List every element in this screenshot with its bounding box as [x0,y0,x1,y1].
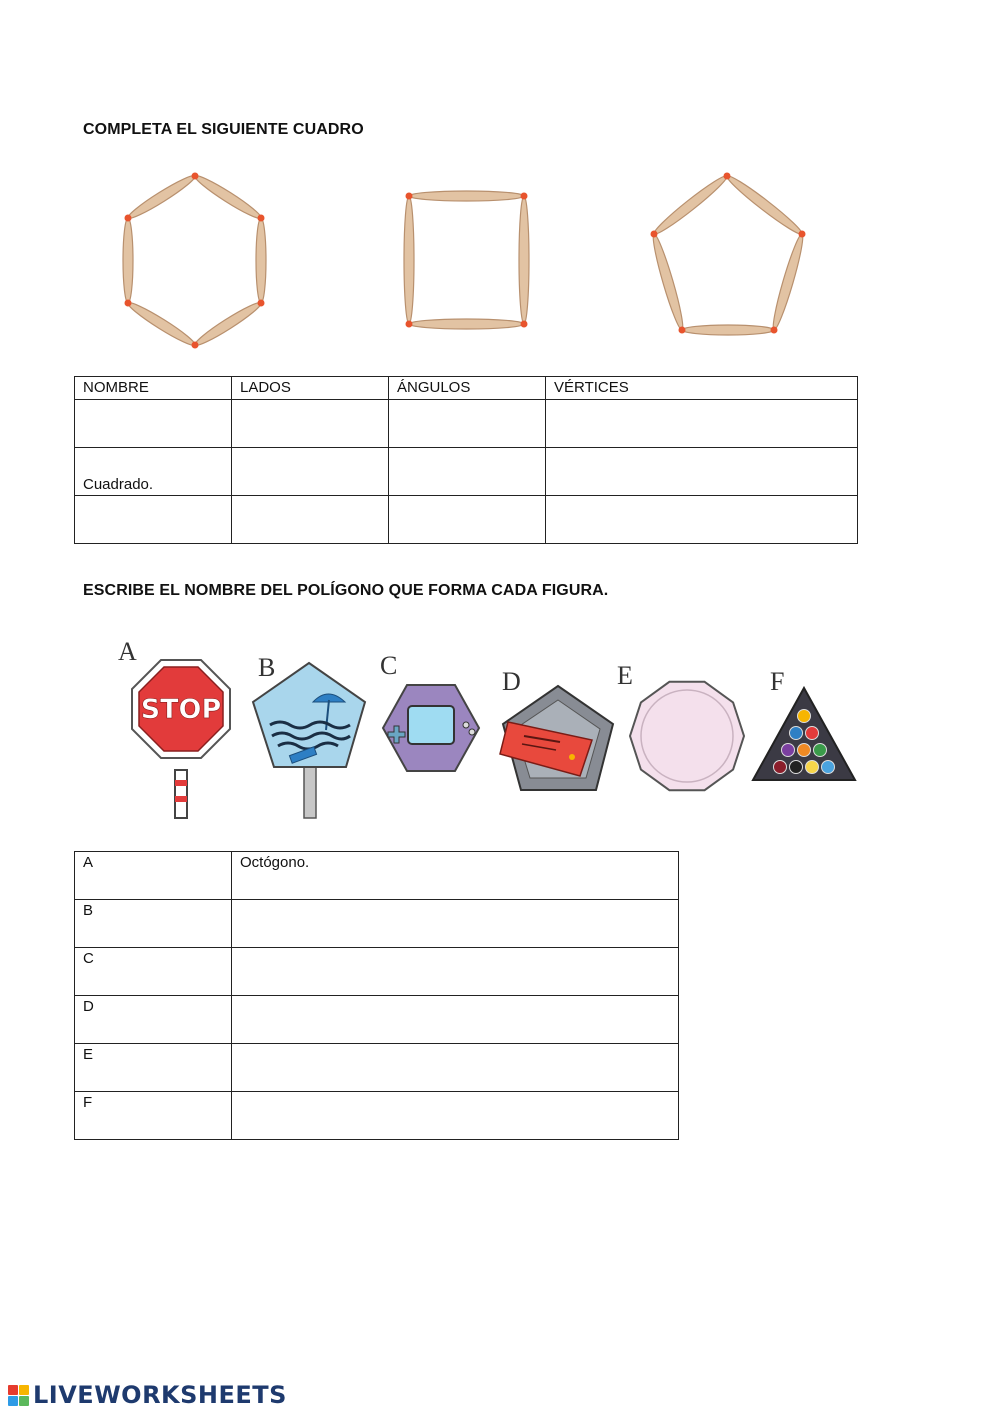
answer-field[interactable] [232,1044,679,1092]
answer-field[interactable] [232,900,679,948]
billiard-ball [798,744,811,757]
table-row [75,496,858,544]
ticket-pentagon-icon [500,667,613,790]
polygon-signs [110,630,870,825]
billiard-triangle-icon [753,667,855,780]
billiard-ball [822,761,835,774]
pentagon-icon [649,172,807,335]
answer-field[interactable] [232,948,679,996]
console-hexagon-icon [380,651,479,771]
cell-lados[interactable] [232,400,389,448]
vertex-dot [406,193,413,200]
row-letter: A [75,852,232,900]
stick-side [519,196,529,324]
vertex-dot [125,300,132,307]
cell-angulos[interactable] [389,400,546,448]
hexagon-icon [123,172,266,349]
figure-letter-c: C [380,651,398,680]
billiard-ball [782,744,795,757]
cell-nombre[interactable] [75,496,232,544]
pink-polygon-icon [617,661,744,790]
logo-block [8,1396,18,1406]
vertex-dot [192,342,199,349]
table-header-row [75,377,858,400]
table-row [75,448,858,496]
beach-sign-pentagon-icon [253,653,365,818]
cell-nombre[interactable] [75,400,232,448]
header-angulos: ÁNGULOS [389,377,546,400]
table-row [75,948,679,996]
vertex-dot [258,215,265,222]
billiard-ball [790,761,803,774]
billiard-ball [790,727,803,740]
table-row [75,900,679,948]
section2-title: ESCRIBE EL NOMBRE DEL POLÍGONO QUE FORMA CADA FIGURA. [83,582,609,599]
vertex-dot [799,231,806,238]
vertex-dot [521,321,528,328]
logo-block [8,1385,18,1395]
cell-angulos[interactable] [389,448,546,496]
cell-angulos[interactable] [389,496,546,544]
cell-vertices[interactable] [546,448,858,496]
vertex-dot [651,231,658,238]
stick-side [769,233,807,332]
header-lados: LADOS [232,377,389,400]
row-letter: C [75,948,232,996]
stick-side [724,172,805,238]
cell-lados[interactable] [232,448,389,496]
square-icon [404,191,529,329]
stick-side [651,172,730,238]
stick-side [409,191,524,201]
polygon-figures [0,160,1000,360]
logo-block [19,1385,29,1395]
stick-side [192,172,263,222]
row-letter: F [75,1092,232,1140]
vertex-dot [724,173,731,180]
vertex-dot [771,327,778,334]
stick-side [409,319,524,329]
vertex-dot [125,215,132,222]
billiard-ball [774,761,787,774]
figure-letter-d: D [502,667,521,696]
header-nombre: NOMBRE [75,377,232,400]
answer-field[interactable]: Octógono. [232,852,679,900]
logo-blocks-icon [8,1385,29,1406]
section1-title: COMPLETA EL SIGUIENTE CUADRO [83,121,364,138]
stick-side [123,218,133,303]
billiard-ball [798,710,811,723]
stick-side [404,196,414,324]
row-letter: E [75,1044,232,1092]
row-letter: D [75,996,232,1044]
stick-side [682,325,774,335]
figure-letter-b: B [258,653,276,682]
vertex-dot [521,193,528,200]
vertex-dot [679,327,686,334]
figure-letter-f: F [770,667,785,696]
row-letter: B [75,900,232,948]
properties-table [74,376,858,544]
answer-field[interactable] [232,996,679,1044]
answer-field[interactable] [232,1092,679,1140]
stick-side [192,299,263,349]
logo-block [19,1396,29,1406]
header-vertices: VÉRTICES [546,377,858,400]
table-row [75,400,858,448]
stick-side [649,233,687,332]
billiard-ball [814,744,827,757]
table-row [75,1044,679,1092]
figures-table [74,851,679,1140]
cell-vertices[interactable] [546,496,858,544]
cell-nombre[interactable]: Cuadrado. [75,448,232,496]
figure-letter-e: E [617,661,633,690]
billiard-ball [806,727,819,740]
vertex-dot [406,321,413,328]
brand-name: LIVEWORKSHEETS [33,1381,287,1409]
billiard-ball [806,761,819,774]
stick-side [125,299,197,349]
table-row [75,1092,679,1140]
footer-logo[interactable] [8,1381,287,1409]
vertex-dot [192,173,199,180]
figure-letter-a: A [118,637,137,666]
stop-sign-octagon-icon [118,637,230,818]
cell-lados[interactable] [232,496,389,544]
cell-vertices[interactable] [546,400,858,448]
stick-side [125,172,197,222]
stick-side [256,218,266,303]
table-row [75,996,679,1044]
table-row [75,852,679,900]
vertex-dot [258,300,265,307]
stop-label: STOP [140,694,222,725]
